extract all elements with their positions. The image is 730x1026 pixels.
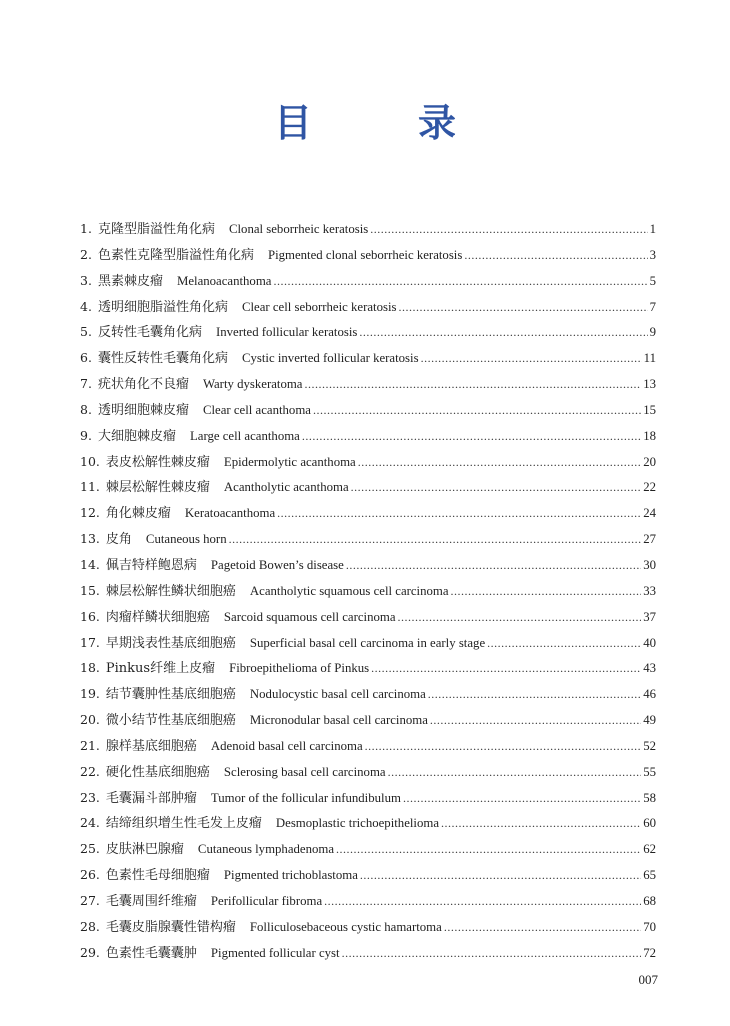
toc-entry-page: 15 [643, 402, 656, 417]
toc-dot-leader [359, 325, 647, 340]
toc-entry[interactable] [80, 425, 656, 451]
toc-entry-page: 55 [643, 764, 656, 779]
toc-entry-number: 6. [80, 350, 92, 366]
toc-list [80, 218, 656, 967]
toc-entry-english-title: Pagetoid Bowen’s disease [210, 557, 344, 572]
toc-entry-page: 1 [649, 222, 656, 236]
toc-entry-chinese-title: 色素性毛囊囊肿 [105, 945, 197, 961]
toc-entry-page: 70 [643, 919, 656, 934]
toc-entry-english-title: Warty dyskeratoma [202, 377, 303, 392]
toc-dot-leader [324, 894, 641, 909]
toc-entry-number: 13. [80, 531, 100, 547]
toc-entry[interactable] [80, 399, 656, 425]
toc-entry[interactable] [80, 554, 656, 580]
toc-entry-page: 43 [643, 661, 656, 676]
toc-dot-leader [371, 661, 641, 676]
toc-entry[interactable] [80, 864, 656, 890]
toc-entry-chinese-title: 皮肤淋巴腺瘤 [105, 842, 184, 858]
toc-entry-page: 13 [643, 377, 656, 392]
toc-entry[interactable] [80, 657, 656, 683]
toc-entry-chinese-title: 早期浅表性基底细胞癌 [105, 635, 236, 651]
toc-entry-page: 5 [649, 273, 656, 288]
toc-entry-chinese-title: 透明细胞棘皮瘤 [97, 402, 189, 418]
page-title: 目 录 [273, 100, 490, 145]
toc-entry-chinese-title: 微小结节性基底细胞癌 [105, 713, 236, 729]
toc-entry-english-title: Pigmented follicular cyst [210, 945, 340, 960]
toc-entry-chinese-title: 克隆型脂溢性角化病 [97, 222, 215, 237]
toc-dot-leader [464, 248, 647, 263]
toc-entry-chinese-title: 疣状角化不良瘤 [97, 377, 189, 393]
toc-entry-chinese-title: Pinkus纤维上皮瘤 [105, 661, 216, 677]
toc-entry-number: 15. [80, 582, 100, 598]
toc-dot-leader [428, 687, 641, 702]
toc-entry-page: 33 [643, 583, 656, 598]
toc-entry-page: 9 [649, 325, 656, 340]
toc-entry-english-title: Acantholytic acanthoma [223, 480, 349, 495]
toc-dot-leader [358, 455, 641, 470]
toc-entry[interactable] [80, 580, 656, 606]
toc-entry-english-title: Clear cell acanthoma [202, 402, 311, 417]
toc-entry[interactable] [80, 683, 656, 709]
toc-entry-english-title: Superficial basal cell carcinoma in early stage [249, 635, 486, 650]
toc-entry[interactable] [80, 606, 656, 632]
toc-entry-page: 62 [643, 842, 656, 857]
toc-entry-chinese-title: 腺样基底细胞癌 [105, 738, 197, 754]
toc-entry-number: 20. [80, 712, 100, 728]
toc-dot-leader [441, 816, 641, 831]
toc-dot-leader [430, 713, 641, 728]
toc-entry[interactable] [80, 632, 656, 658]
toc-entry-page: 60 [643, 816, 656, 831]
toc-entry[interactable] [80, 761, 656, 787]
toc-entry-english-title: Sarcoid squamous cell carcinoma [223, 609, 396, 624]
toc-entry-page: 18 [643, 428, 656, 443]
toc-entry[interactable] [80, 373, 656, 399]
toc-entry-number: 22. [80, 763, 100, 779]
toc-dot-leader [229, 532, 642, 547]
toc-dot-leader [273, 274, 647, 289]
toc-entry-page: 65 [643, 868, 656, 883]
toc-entry-chinese-title: 色素性克隆型脂溢性角化病 [97, 247, 254, 263]
toc-entry-chinese-title: 黑素棘皮瘤 [97, 273, 163, 289]
toc-entry-english-title: Melanoacanthoma [176, 273, 272, 288]
toc-entry[interactable] [80, 451, 656, 477]
toc-entry[interactable] [80, 502, 656, 528]
toc-entry-english-title: Keratoacanthoma [184, 506, 276, 521]
toc-entry-page: 40 [643, 635, 656, 650]
toc-entry-english-title: Folliculosebaceous cystic hamartoma [249, 919, 442, 934]
toc-entry-english-title: Acantholytic squamous cell carcinoma [249, 583, 449, 598]
toc-dot-leader [398, 610, 642, 625]
toc-entry-english-title: Cystic inverted follicular keratosis [241, 351, 419, 366]
toc-entry-english-title: Pigmented clonal seborrheic keratosis [267, 247, 463, 262]
toc-entry-english-title: Tumor of the follicular infundibulum [210, 790, 401, 805]
toc-entry-number: 29. [80, 944, 100, 960]
toc-entry-english-title: Fibroepithelioma of Pinkus [229, 661, 370, 676]
toc-entry-number: 17. [80, 634, 100, 650]
toc-entry[interactable] [80, 787, 656, 813]
toc-dot-leader [403, 791, 641, 806]
toc-dot-leader [336, 842, 641, 857]
page-number: 007 [638, 972, 658, 987]
toc-entry[interactable] [80, 916, 656, 942]
toc-entry-number: 14. [80, 556, 100, 572]
toc-entry-number: 7. [80, 376, 92, 392]
toc-entry-number: 1. [80, 221, 92, 236]
toc-entry-page: 52 [643, 738, 656, 753]
toc-entry-chinese-title: 大细胞棘皮瘤 [97, 428, 176, 444]
toc-dot-leader [360, 868, 641, 883]
toc-dot-leader [365, 739, 642, 754]
toc-entry-english-title: Perifollicular fibroma [210, 893, 323, 908]
toc-entry-number: 28. [80, 918, 100, 934]
toc-entry-number: 3. [80, 272, 92, 288]
toc-entry[interactable] [80, 476, 656, 502]
toc-entry-english-title: Micronodular basal cell carcinoma [249, 713, 428, 728]
toc-entry[interactable] [80, 838, 656, 864]
toc-entry-page: 46 [643, 687, 656, 702]
toc-dot-leader [346, 558, 641, 573]
toc-entry-number: 2. [80, 246, 92, 262]
toc-entry[interactable] [80, 270, 656, 296]
toc-entry-page: 7 [649, 299, 656, 314]
toc-entry-english-title: Nodulocystic basal cell carcinoma [249, 687, 426, 702]
toc-entry-page: 49 [643, 713, 656, 728]
toc-entry-chinese-title: 皮角 [105, 532, 132, 548]
toc-entry-number: 5. [80, 324, 92, 340]
toc-entry-chinese-title: 棘层松解性棘皮瘤 [105, 480, 210, 496]
toc-entry[interactable] [80, 528, 656, 554]
toc-entry-chinese-title: 反转性毛囊角化病 [97, 325, 202, 341]
toc-entry-chinese-title: 囊性反转性毛囊角化病 [97, 351, 228, 367]
toc-entry-english-title: Inverted follicular keratosis [215, 325, 358, 340]
toc-dot-leader [351, 480, 642, 495]
toc-entry-page: 30 [643, 557, 656, 572]
toc-dot-leader [277, 506, 641, 521]
toc-entry-number: 8. [80, 401, 92, 417]
toc-entry-page: 20 [643, 454, 656, 469]
toc-entry-english-title: Adenoid basal cell carcinoma [210, 738, 363, 753]
toc-entry-number: 18. [80, 660, 100, 676]
toc-entry-page: 37 [643, 609, 656, 624]
toc-entry-number: 27. [80, 892, 100, 908]
toc-entry[interactable] [80, 218, 656, 244]
toc-entry-number: 10. [80, 453, 100, 469]
toc-entry-page: 24 [643, 506, 656, 521]
toc-entry-chinese-title: 毛囊漏斗部肿瘤 [105, 790, 197, 806]
toc-entry[interactable] [80, 347, 656, 373]
toc-entry-english-title: Desmoplastic trichoepithelioma [275, 816, 440, 831]
toc-entry-number: 9. [80, 427, 92, 443]
toc-entry-chinese-title: 色素性毛母细胞瘤 [105, 868, 210, 884]
toc-entry-number: 25. [80, 841, 100, 857]
toc-entry-number: 24. [80, 815, 100, 831]
toc-dot-leader [313, 403, 641, 418]
toc-entry[interactable] [80, 890, 656, 916]
toc-entry-chinese-title: 角化棘皮瘤 [105, 506, 171, 522]
toc-entry[interactable] [80, 812, 656, 838]
toc-dot-leader [302, 429, 641, 444]
toc-entry-page: 22 [643, 480, 656, 495]
toc-entry-page: 72 [643, 945, 656, 960]
toc-entry-number: 19. [80, 686, 100, 702]
toc-entry-page: 27 [643, 532, 656, 547]
toc-entry-english-title: Cutaneous horn [145, 532, 227, 547]
toc-entry-number: 23. [80, 789, 100, 805]
toc-entry-chinese-title: 肉瘤样鳞状细胞癌 [105, 609, 210, 625]
toc-entry-english-title: Cutaneous lymphadenoma [197, 842, 335, 857]
toc-entry-chinese-title: 佩吉特样鲍恩病 [105, 557, 197, 573]
toc-dot-leader [388, 765, 642, 780]
toc-entry-chinese-title: 硬化性基底细胞癌 [105, 764, 210, 780]
toc-entry[interactable] [80, 321, 656, 347]
toc-entry-english-title: Pigmented trichoblastoma [223, 868, 358, 883]
toc-dot-leader [342, 946, 642, 961]
toc-entry-page: 58 [643, 790, 656, 805]
toc-entry-english-title: Epidermolytic acanthoma [223, 454, 356, 469]
toc-entry-english-title: Sclerosing basal cell carcinoma [223, 764, 386, 779]
toc-entry-chinese-title: 透明细胞脂溢性角化病 [97, 299, 228, 315]
toc-entry-number: 26. [80, 867, 100, 883]
toc-entry-number: 4. [80, 298, 92, 314]
toc-dot-leader [421, 351, 642, 366]
toc-entry[interactable] [80, 296, 656, 322]
toc-entry-number: 12. [80, 505, 100, 521]
toc-dot-leader [487, 636, 641, 651]
toc-dot-leader [305, 377, 642, 392]
toc-entry-chinese-title: 结缔组织增生性毛发上皮瘤 [105, 816, 262, 832]
toc-dot-leader [370, 222, 647, 237]
toc-entry-chinese-title: 毛囊皮脂腺囊性错构瘤 [105, 919, 236, 935]
toc-entry-english-title: Large cell acanthoma [189, 428, 300, 443]
toc-dot-leader [399, 300, 648, 315]
toc-entry-page: 3 [649, 247, 656, 262]
toc-entry-number: 16. [80, 608, 100, 624]
toc-entry-english-title: Clonal seborrheic keratosis [228, 222, 369, 236]
toc-entry[interactable] [80, 735, 656, 761]
toc-entry-number: 21. [80, 737, 100, 753]
toc-entry-page: 11 [643, 351, 656, 366]
toc-entry[interactable] [80, 244, 656, 270]
toc-entry-chinese-title: 毛囊周围纤维瘤 [105, 893, 197, 909]
toc-entry-page: 68 [643, 893, 656, 908]
toc-entry[interactable] [80, 942, 656, 968]
toc-entry-chinese-title: 棘层松解性鳞状细胞癌 [105, 583, 236, 599]
toc-entry-chinese-title: 表皮松解性棘皮瘤 [105, 454, 210, 470]
toc-entry[interactable] [80, 709, 656, 735]
toc-entry-english-title: Clear cell seborrheic keratosis [241, 299, 397, 314]
toc-dot-leader [451, 584, 642, 599]
toc-dot-leader [444, 920, 641, 935]
toc-entry-chinese-title: 结节囊肿性基底细胞癌 [105, 687, 236, 703]
toc-entry-number: 11. [80, 479, 100, 495]
